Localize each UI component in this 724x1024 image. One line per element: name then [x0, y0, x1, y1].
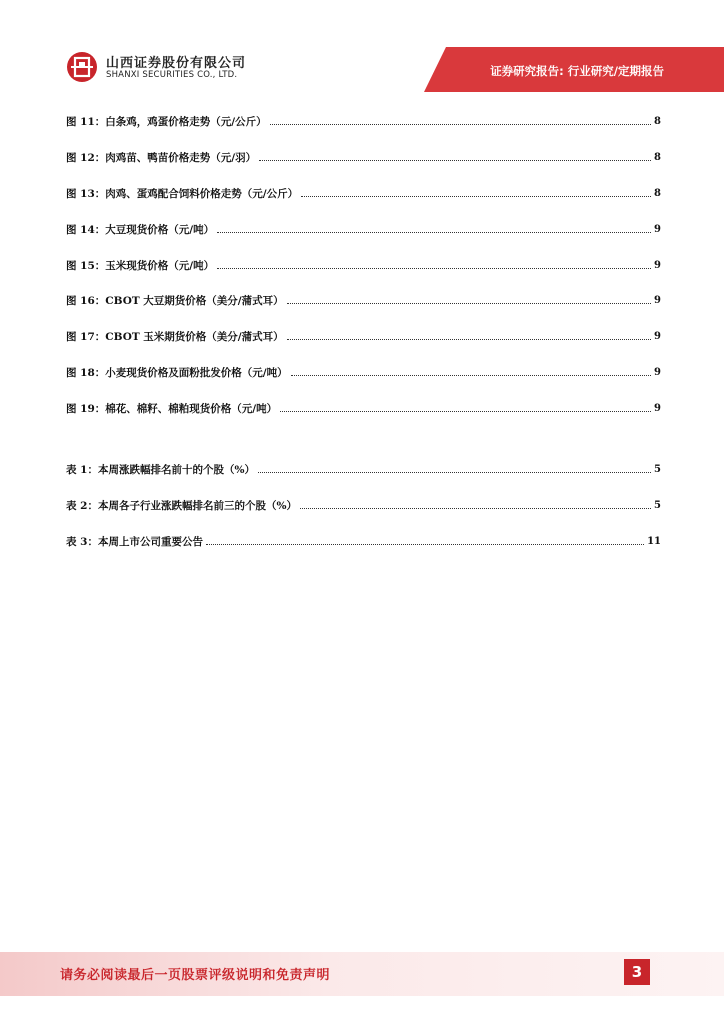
- footer-disclaimer[interactable]: 请务必阅读最后一页股票评级说明和免责声明: [60, 968, 331, 983]
- toc-entry-page: 9: [654, 402, 661, 414]
- toc-entry-label: 图 14：大豆现货价格（元/吨）: [66, 223, 215, 236]
- toc-entry-figure[interactable]: [66, 283, 661, 319]
- toc-entry-page: 5: [654, 464, 661, 476]
- toc-entry-label: 图 12：肉鸡苗、鸭苗价格走势（元/羽）: [66, 152, 257, 165]
- page-header: [0, 0, 724, 100]
- figure-index: [66, 104, 661, 426]
- dot-leader: [300, 508, 651, 509]
- toc-entry-figure[interactable]: [66, 104, 661, 140]
- toc-entry-label: 图 19：棉花、棉籽、棉粕现货价格（元/吨）: [66, 402, 278, 415]
- toc-entry-page: 8: [654, 116, 661, 128]
- toc-entry-label: 图 17：CBOT 玉米期货价格（美分/蒲式耳）: [66, 331, 284, 344]
- dot-leader: [301, 196, 651, 197]
- toc-entry-page: 8: [654, 187, 661, 199]
- toc-entry-label: 图 15：玉米现货价格（元/吨）: [66, 259, 215, 272]
- dot-leader: [206, 544, 644, 545]
- toc-entry-label: 图 18：小麦现货价格及面粉批发价格（元/吨）: [66, 366, 288, 379]
- dot-leader: [259, 160, 651, 161]
- report-type-title: 证券研究报告: 行业研究/定期报告: [490, 64, 664, 78]
- toc-entry-page: 9: [654, 331, 661, 343]
- toc-entry-figure[interactable]: [66, 211, 661, 247]
- dot-leader: [217, 268, 651, 269]
- dot-leader: [280, 411, 651, 412]
- toc-entry-page: 9: [654, 259, 661, 271]
- toc-entry-table[interactable]: [66, 488, 661, 524]
- toc-entry-page: 9: [654, 366, 661, 378]
- toc-entry-page: 9: [654, 223, 661, 235]
- company-name-en: SHANXI SECURITIES CO., LTD.: [106, 70, 238, 80]
- toc-entry-page: 11: [647, 535, 661, 547]
- toc-entry-figure[interactable]: [66, 319, 661, 355]
- toc-entry-table[interactable]: [66, 524, 661, 560]
- toc-entry-page: 5: [654, 500, 661, 512]
- dot-leader: [270, 124, 651, 125]
- dot-leader: [287, 303, 651, 304]
- toc-entry-label: 图 11：白条鸡，鸡蛋价格走势（元/公斤）: [66, 116, 267, 129]
- dot-leader: [258, 472, 651, 473]
- toc-entry-table[interactable]: [66, 452, 661, 488]
- dot-leader: [217, 232, 651, 233]
- toc-entry-figure[interactable]: [66, 140, 661, 176]
- dot-leader: [287, 339, 651, 340]
- toc-entry-label: 表 1：本周涨跌幅排名前十的个股（%）: [66, 464, 255, 477]
- toc-entry-figure[interactable]: [66, 247, 661, 283]
- toc-entry-label: 表 2：本周各子行业涨跌幅排名前三的个股（%）: [66, 500, 297, 513]
- toc-entry-page: 8: [654, 152, 661, 164]
- company-name-cn: 山西证券股份有限公司: [106, 56, 247, 71]
- toc-entry-figure[interactable]: [66, 390, 661, 426]
- toc-entry-figure[interactable]: [66, 176, 661, 212]
- shanxi-securities-logo-icon: [66, 51, 98, 83]
- dot-leader: [291, 375, 651, 376]
- toc-entry-label: 表 3：本周上市公司重要公告: [66, 535, 203, 548]
- toc-entry-figure[interactable]: [66, 355, 661, 391]
- toc-entry-page: 9: [654, 295, 661, 307]
- toc-entry-label: 图 13：肉鸡、蛋鸡配合饲料价格走势（元/公斤）: [66, 187, 299, 200]
- toc-entry-label: 图 16：CBOT 大豆期货价格（美分/蒲式耳）: [66, 295, 284, 308]
- page-number-badge: 3: [624, 959, 650, 985]
- table-index: [66, 452, 661, 559]
